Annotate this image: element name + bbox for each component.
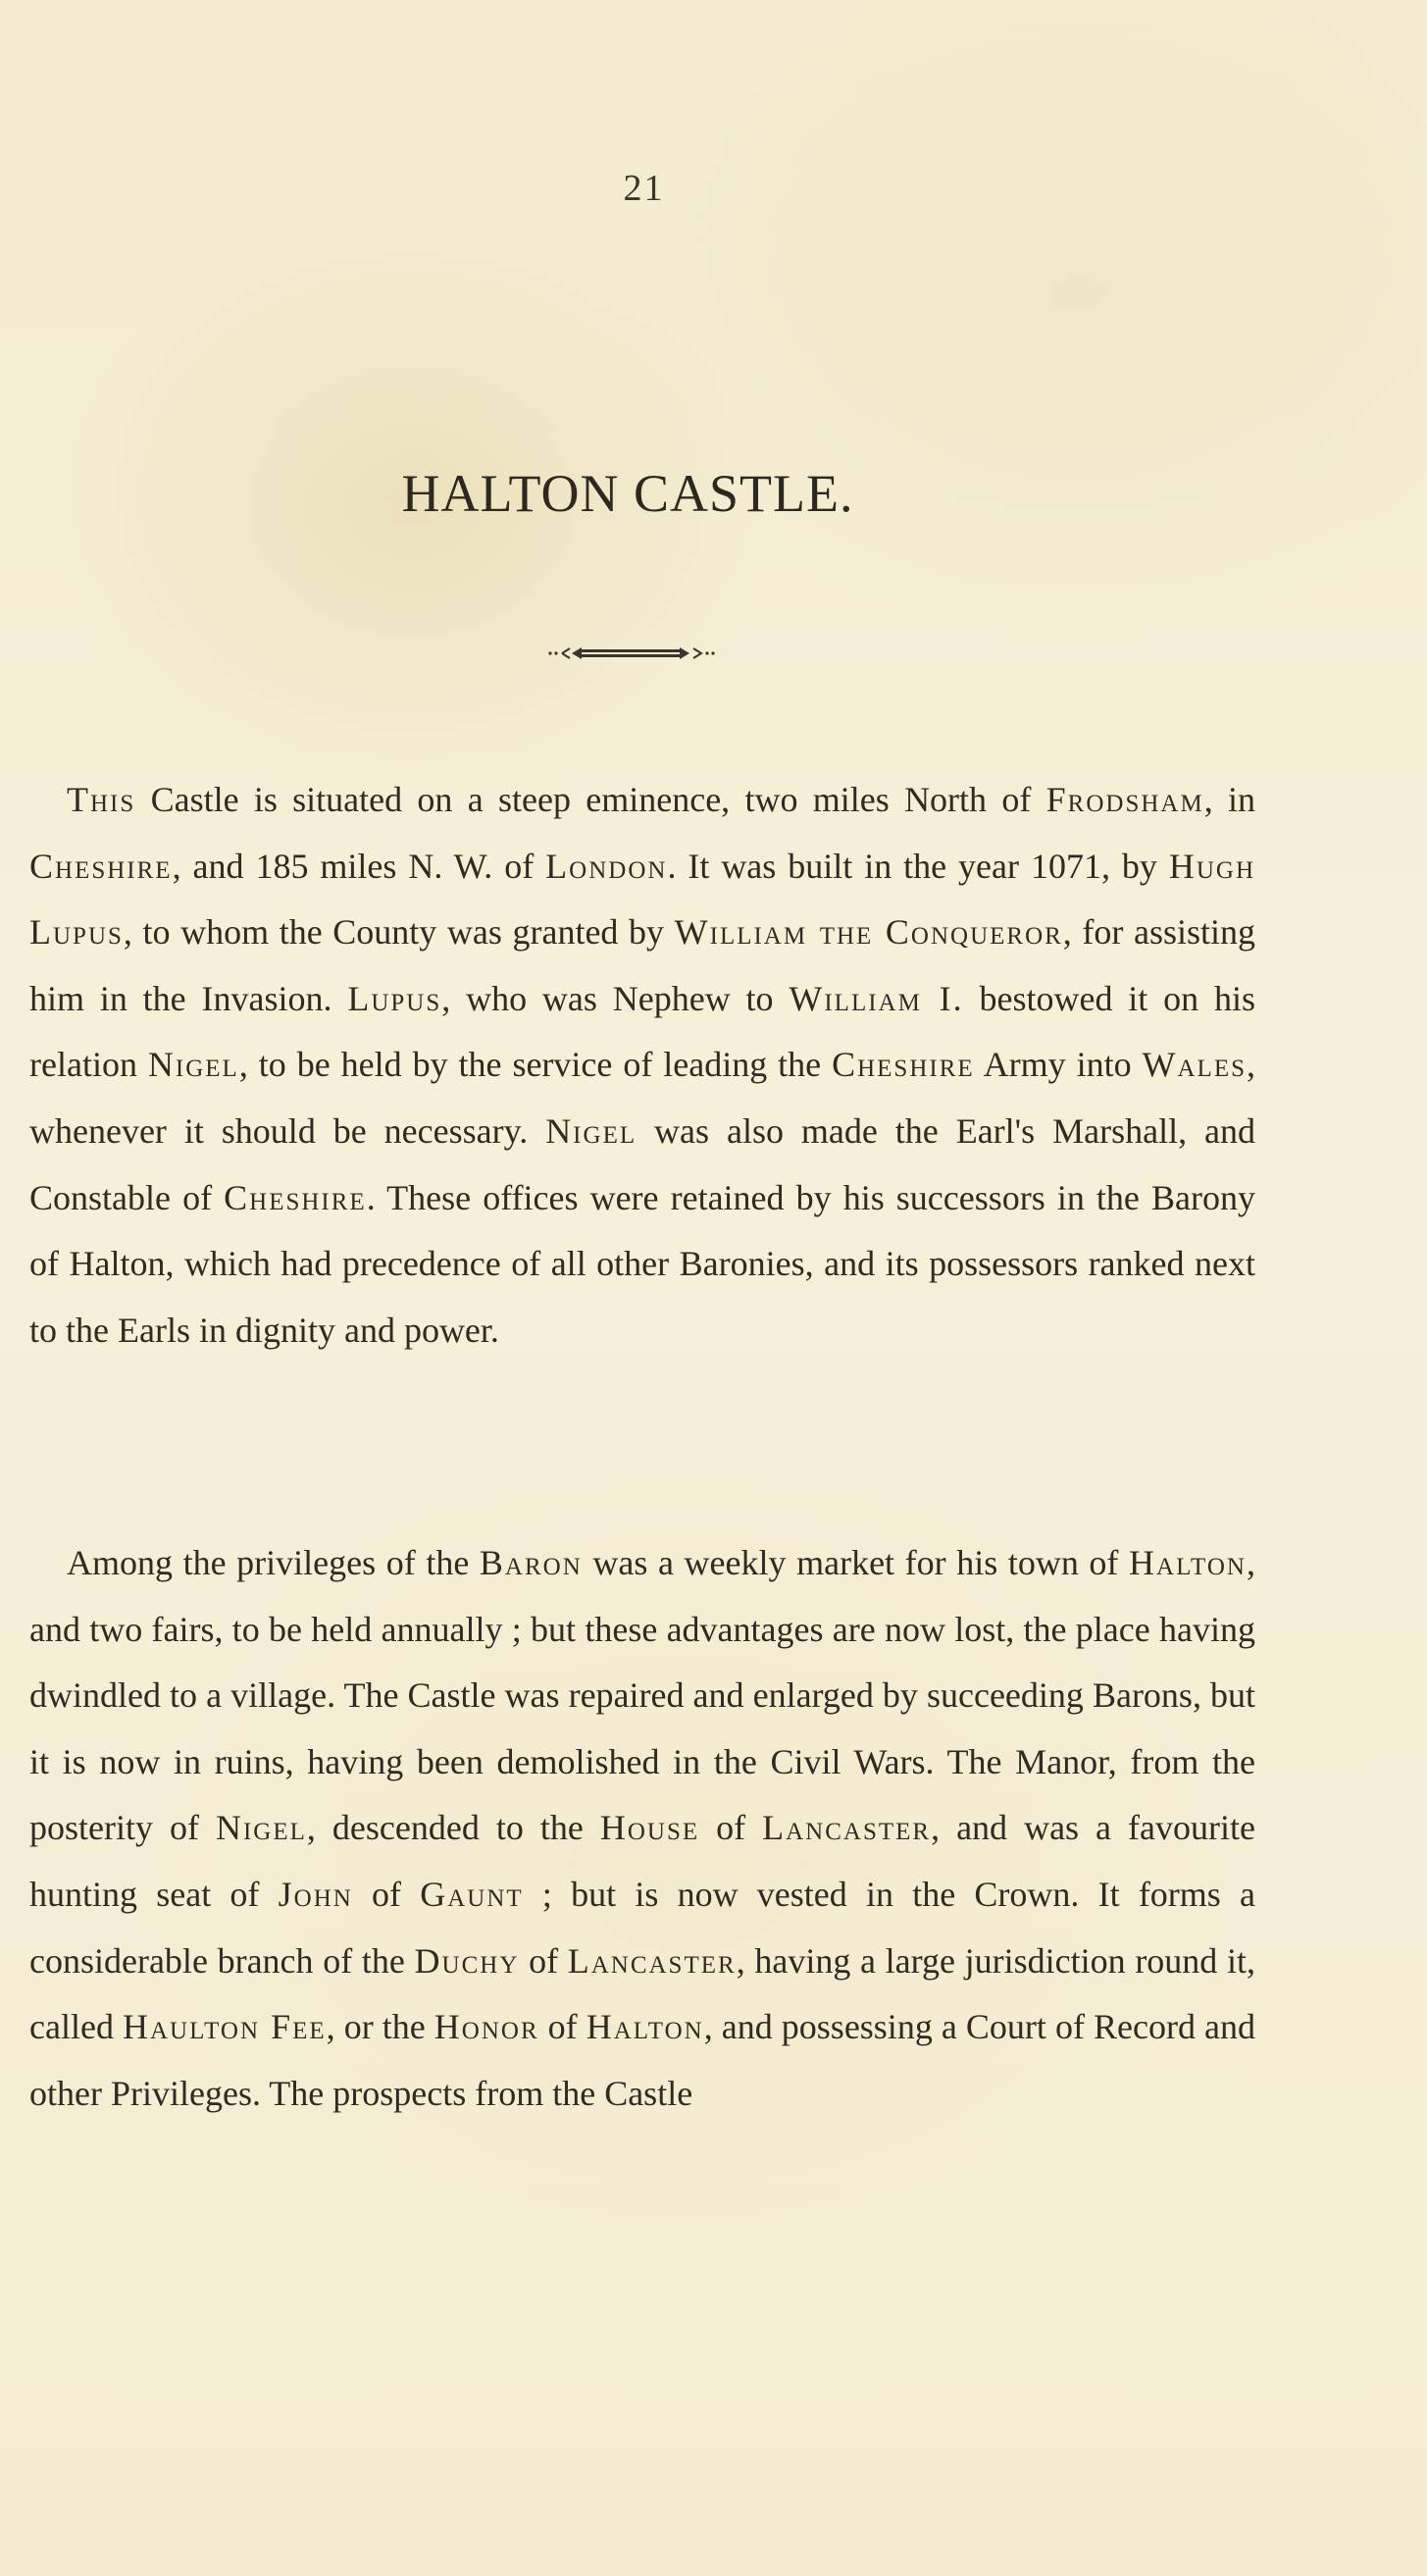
text-segment: Nigel <box>215 1808 307 1848</box>
text-segment: . It was built in the year 1071, by <box>667 846 1169 886</box>
text-segment: Cheshire <box>224 1177 367 1217</box>
text-segment: , to be held by the service of leading the <box>238 1045 833 1085</box>
text-segment: William I. <box>789 978 964 1018</box>
text-segment: Baron <box>479 1543 583 1582</box>
text-segment: Among the privileges of the <box>67 1543 480 1582</box>
text-segment: , to whom the County was granted by <box>123 912 675 953</box>
text-segment: of <box>352 1874 421 1914</box>
text-segment: Cheshire <box>832 1045 975 1085</box>
text-segment: Castle is situated on a steep eminence, two miles North of <box>135 780 1046 819</box>
text-segment: Wales <box>1142 1045 1247 1085</box>
text-segment: Nigel <box>545 1110 637 1151</box>
ornament-rule-icon <box>544 642 721 665</box>
text-segment: Nigel <box>147 1045 239 1085</box>
text-segment: Frodsham <box>1045 780 1204 819</box>
text-segment: , having a large jurisdiction round it, called <box>29 1940 1255 2047</box>
text-segment: , whenever it should be necessary. <box>29 1045 1255 1151</box>
text-segment: Lancaster <box>762 1808 932 1848</box>
text-segment: William the Conqueror <box>674 912 1063 953</box>
text-segment: , in <box>1203 780 1255 819</box>
text-segment: of <box>699 1808 763 1848</box>
text-segment: , descended to the <box>306 1808 600 1848</box>
text-segment: Gaunt <box>420 1874 524 1914</box>
page-number: 21 <box>623 168 665 209</box>
text-segment: Cheshire <box>29 846 173 886</box>
paragraph-2 <box>29 1530 1255 2127</box>
paragraph-1-text <box>29 767 1255 1364</box>
text-segment: Lupus <box>347 978 442 1018</box>
text-segment: John <box>278 1874 353 1914</box>
text-segment: Honor <box>433 2007 539 2047</box>
text-segment: Lancaster <box>567 1940 737 1981</box>
paragraph-2-text <box>29 1530 1255 2127</box>
text-segment: This <box>67 780 136 819</box>
text-segment: House <box>599 1808 700 1848</box>
paragraph-1 <box>29 767 1255 1364</box>
text-segment: , or the <box>326 2007 434 2047</box>
text-segment: Halton <box>586 2007 704 2047</box>
chapter-title: HALTON CASTLE. <box>401 464 854 523</box>
text-segment: was also made the Earl's Marshall, and Constable of <box>29 1110 1255 1217</box>
text-segment: bestowed it on his relation <box>29 978 1255 1085</box>
text-segment: was a weekly market for his town of <box>582 1543 1130 1582</box>
text-segment: , and possessing a Court of Record and other Privileges. The prospects from the Castle <box>29 2007 1255 2113</box>
text-segment: , and was a favourite hunting seat of <box>29 1808 1255 1914</box>
text-segment: , for assisting him in the Invasion. <box>29 912 1255 1018</box>
text-segment: of <box>538 2007 586 2047</box>
text-segment: Duchy <box>414 1940 520 1981</box>
text-segment: , and two fairs, to be held annually ; but these advantages are now lost, the place having dwindled to a village. The Castle was repaired and enlarged by succeeding Barons, but it is now in ruins, having been demolished in the Civil Wars. The Manor, from the posterity of <box>29 1543 1255 1848</box>
text-segment: , who was Nephew to <box>441 978 790 1018</box>
text-segment: Haulton Fee <box>123 2007 327 2047</box>
text-segment: . These offices were retained by his successors in the Barony of Halton, which had precedence of all other Baronies, and its possessors ranked next to the Earls in dignity and power. <box>29 1177 1255 1350</box>
text-segment: Halton <box>1129 1543 1247 1582</box>
text-segment: London <box>545 846 668 886</box>
text-segment: of <box>519 1940 568 1981</box>
text-segment: Hugh Lupus <box>29 846 1256 953</box>
text-segment: , and 185 miles N. W. of <box>172 846 546 886</box>
text-segment: ; but is now vested in the Crown. It forms a considerable branch of the <box>29 1874 1256 1981</box>
text-segment: Army into <box>974 1045 1143 1085</box>
